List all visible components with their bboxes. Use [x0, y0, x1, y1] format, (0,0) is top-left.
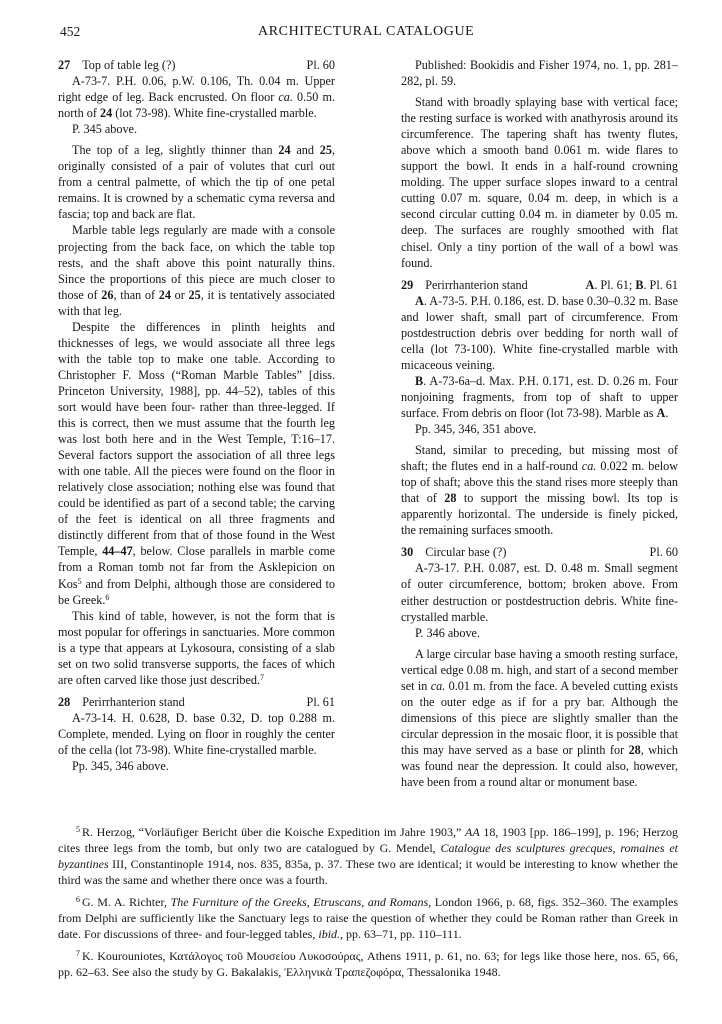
- plate-ref: Pl. 60: [649, 545, 678, 560]
- entry-27-paragraph-3: Despite the differences in plinth heights and thicknesses of legs, we would associate all three legs with the table top to make one table. According to Christopher F. Moss (“Roman Marble Tables” [diss. Princeton University, 1988], pp. 44–52), tables of this sort would have been four- rather than three-legged. If this is correct, then we must assume that the fourth leg was lost both here and in the West Temple, T:16–17. Several factors support the association of all three legs with one table. All the pieces were found on the floor in relatively close association; nothing else was found that could be identified as part of a second table; the carving of the feet is identical on all three fragments and distinctly different from that of those found in the West Temple, 44–47, below. Close parallels in marble come from a Roman tomb not far from the Asklepicion on Kos$^5$ and from Delphi, although those are considered to be Greek.$^6$: [58, 319, 336, 607]
- plate-ref: Pl. 61: [306, 694, 335, 709]
- entry-30-description: A-73-17. P.H. 0.087, est. D. 0.48 m. Small segment of outer circumference, bottom; broken above. From either destruction or postdestruction debris. White fine-crystalled marble.: [401, 561, 678, 624]
- page-number: 452: [60, 24, 81, 39]
- entry-title: Perirrhanterion stand: [82, 694, 185, 709]
- entry-title: Perirrhanterion stand: [425, 277, 528, 292]
- entry-number: 29: [401, 277, 414, 292]
- entry-title: Top of table leg (?): [82, 58, 176, 72]
- entry-28-description: A-73-14. H. 0.628, D. base 0.32, D. top 0.288 m. Complete, mended. Lying on floor in roughly the center of the cella (lot 73-98). White fine-crystalled marble.: [58, 710, 335, 757]
- entry-number: 28: [58, 694, 71, 709]
- entry-30-page-refs: P. 346 above.: [415, 625, 480, 640]
- plate-ref: Pl. 60: [306, 58, 335, 72]
- plate-ref: A. Pl. 61; B. Pl. 61: [585, 277, 678, 292]
- entry-30-text: A large circular base having a smooth resting surface, vertical edge 0.08 m. high, and start of a second member set in ca. 0.01 m. from the face. A beveled cutting exists on the outer edge as if for a pry bar. Although the dimensions of this piece are slightly smaller than the circular depression in the mosaic floor, it is possible that this may have served as a base or plinth for 28, which was found near the depression. It could also, however, have been from a round altar or monument base.: [401, 646, 679, 790]
- footnote-5: $^5$ R. Herzog, “Vorläufiger Bericht über die Koische Expedition im Jahre 1903,” AA 18, 1903 [pp. 186–199], p. 196; Herzog cites three legs from the tomb, but only two are catalogued by G. Mendel, Catalogue des sculptures grecques, romaines et byzantines III, Constantinople 1914, nos. 835, 835a, p. 37. These two are identical; it would be interesting to know whether the third was the same and whether there once was a fourth.: [58, 825, 679, 887]
- entry-28-heading: [58, 694, 335, 710]
- entry-30-heading: [401, 544, 678, 560]
- running-header: [60, 24, 680, 42]
- entry-number: 27: [58, 58, 71, 72]
- entry-27-description: A-73-7. P.H. 0.06, p.W. 0.106, Th. 0.04 m. Upper right edge of leg. Back encrusted. On floor ca. 0.50 m. north of 24 (lot 73-98). White fine-crystalled marble.: [58, 74, 335, 121]
- footnote-6: $^6$ G. M. A. Richter, The Furniture of the Greeks, Etruscans, and Romans, London 1966, p. 68, figs. 352–360. The examples from Delphi are sufficiently like the Sanctuary legs to raise the question of whether they could be Roman rather than Greek in date. For discussions of three- and four-legged tables, ibid., pp. 63–71, pp. 110–111.: [58, 895, 679, 941]
- entry-29-heading: [401, 277, 678, 293]
- entry-29-description-b: B. A-73-6a–d. Max. P.H. 0.171, est. D. 0.26 m. Four nonjoining fragments, from top of shaft to upper surface. From debris on floor (lot 73-98). Marble as A.: [401, 373, 678, 420]
- left-column: [58, 57, 335, 774]
- entry-title: Circular base (?): [425, 545, 507, 560]
- footnote-ref-7: 7: [260, 672, 265, 682]
- footnotes: [58, 824, 678, 980]
- running-title: ARCHITECTURAL CATALOGUE: [258, 24, 475, 39]
- right-column: [401, 57, 678, 790]
- entry-number: 30: [401, 545, 414, 560]
- entry-28-published: Published: Bookidis and Fisher 1974, no. 1, pp. 281–282, pl. 59.: [401, 58, 678, 89]
- entry-27-paragraph-2: Marble table legs regularly are made with a console projecting from the back face, on which the table top rests, and the shaft above this point naturally thins. Since the proportions of this piece are much closer to those of 26, than of 24 or 25, it is tentatively associated with that leg.: [58, 223, 335, 318]
- entry-27-paragraph-1: The top of a leg, slightly thinner than 24 and 25, originally consisted of a pair of volutes that curl out from a central palmette, of which the tip of one petal remains. It is crowned by a schematic cyma reversa and fascia; top and back are flat.: [58, 143, 336, 222]
- entry-29-description-a: A. A-73-5. P.H. 0.186, est. D. base 0.30–0.32 m. Base and lower shaft, small part of circumference. From postdestruction debris over bedding for north wall of cella (lot 73-100). White fine-crystalled marble with micaceous veining.: [401, 293, 678, 372]
- entry-28-text: Stand with broadly splaying base with vertical face; the resting surface is worked with anathyrosis around its circumference. The tapering shaft has twenty flutes, above which a smooth band 0.061 m. wide flares to support the bowl. It ends in a half-round crowning molding. The upper surface slopes inward to a central cutting 0.07 m. square, 0.04 m. deep, in which is a second circular cutting 0.04 m. in diameter by 0.05 m. deep. The surfaces are roughly smoothed with flat chisel. Only a tiny portion of the wall of a bowl was found.: [401, 95, 678, 270]
- footnote-ref-6: 6: [105, 592, 110, 602]
- footnote-ref-5: 5: [77, 576, 82, 586]
- entry-29-page-refs: Pp. 345, 346, 351 above.: [415, 422, 537, 437]
- footnote-7: $^7$ K. Kourouniotes, Κατάλογος τοῦ Μουσείου Λυκοσούρας, Athens 1911, p. 61, no. 63; for legs like those here, nos. 65, 66, pp. 62–63. See also the study by G. Bakalakis, Ἐλληνικὰ Τραπεζοφόρα, Thessalonika 1948.: [58, 949, 678, 979]
- entry-27-page-refs: P. 345 above.: [72, 122, 137, 137]
- entry-28-page-refs: Pp. 345, 346 above.: [72, 759, 169, 774]
- entry-29-text: Stand, similar to preceding, but missing most of shaft; the flutes end in a half-round ca. 0.022 m. below top of shaft; above this the stand rises more steeply than that of 28 to support the missing bowl. Its top is apparently horizontal. The underside is finely picked, the remaining surfaces smooth.: [401, 443, 679, 538]
- entry-27-heading: [58, 57, 335, 73]
- entry-27-paragraph-4: This kind of table, however, is not the form that is most popular for offerings in sanctuaries. More common is a type that appears at Lykosoura, consisting of a slab set on two solid transverse supports, the faces of which are often carved like those just described.$^7$: [58, 608, 335, 687]
